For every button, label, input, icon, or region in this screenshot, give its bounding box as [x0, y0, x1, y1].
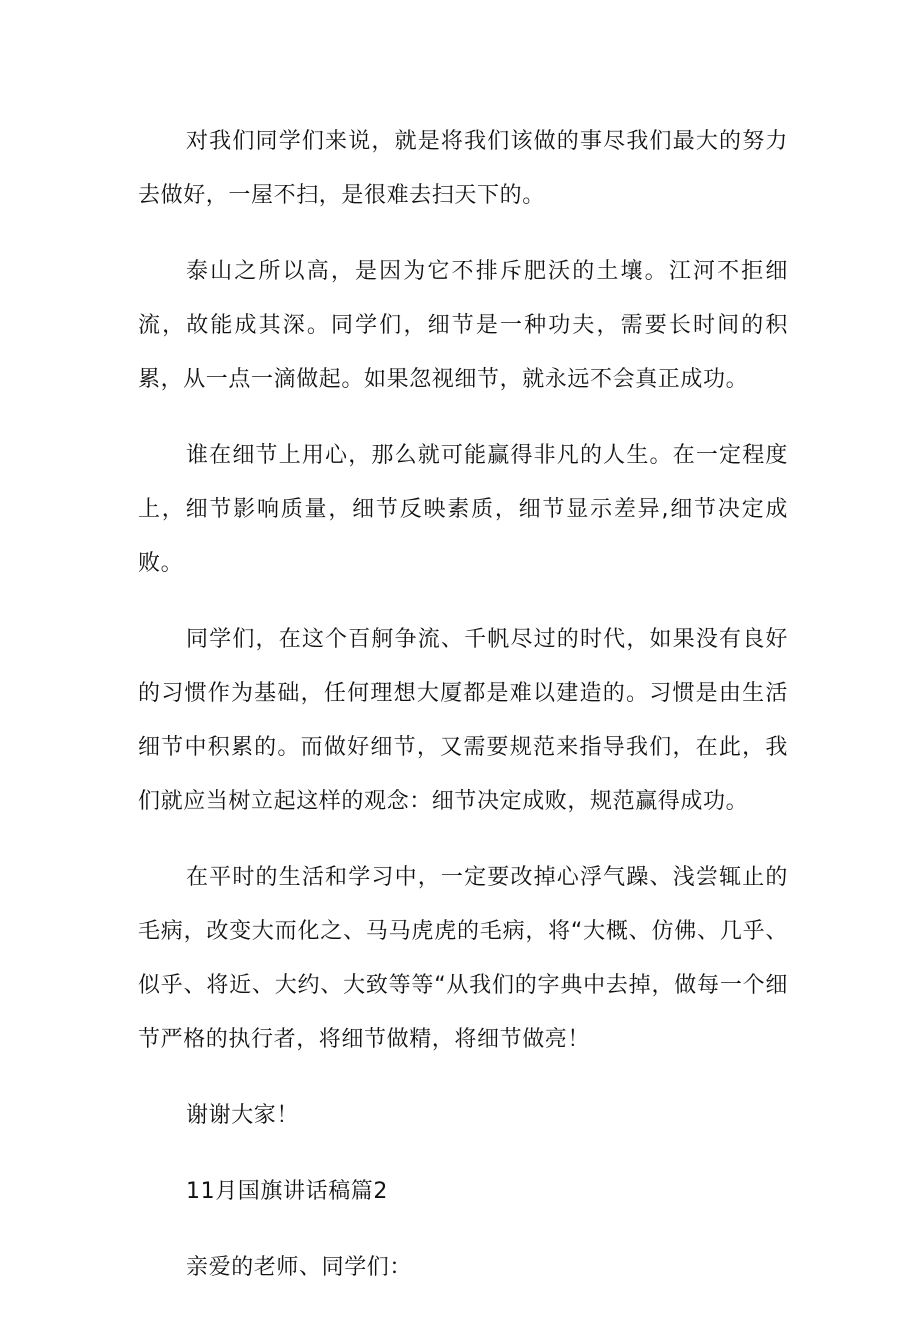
section-heading: 11月国旗讲话稿篇2 [186, 1179, 388, 1204]
paragraph-5: 在平时的生活和学习中，一定要改掉心浮气躁、浅尝辄止的毛病，改变大而化之、马马虎虎的毛病，将“大概、仿佛、几乎、似乎、将近、大约、大致等等“从我们的字典中去掉，做每一个细节严格的执行者，将细节做精，将细节做亮！ [138, 865, 788, 1052]
closing-thanks: 谢谢大家！ [186, 1103, 300, 1128]
paragraph-1: 对我们同学们来说，就是将我们该做的事尽我们最大的努力去做好，一屋不扫，是很难去扫天下的。 [138, 129, 788, 208]
paragraph-4: 同学们，在这个百舸争流、千帆尽过的时代，如果没有良好的习惯作为基础，任何理想大厦都是难以建造的。习惯是由生活细节中积累的。而做好细节，又需要规范来指导我们，在此，我们就应当树立起这样的观念：细节决定成败，规范赢得成功。 [138, 627, 788, 814]
greeting: 亲爱的老师、同学们： [186, 1255, 413, 1280]
document-body [138, 115, 788, 1317]
paragraph-3: 谁在细节上用心，那么就可能赢得非凡的人生。在一定程度上，细节影响质量，细节反映素质，细节显示差异,细节决定成败。 [138, 443, 788, 576]
paragraph-2: 泰山之所以高，是因为它不排斥肥沃的土壤。江河不拒细流，故能成其深。同学们，细节是一种功夫，需要长时间的积累，从一点一滴做起。如果忽视细节，就永远不会真正成功。 [138, 259, 788, 392]
